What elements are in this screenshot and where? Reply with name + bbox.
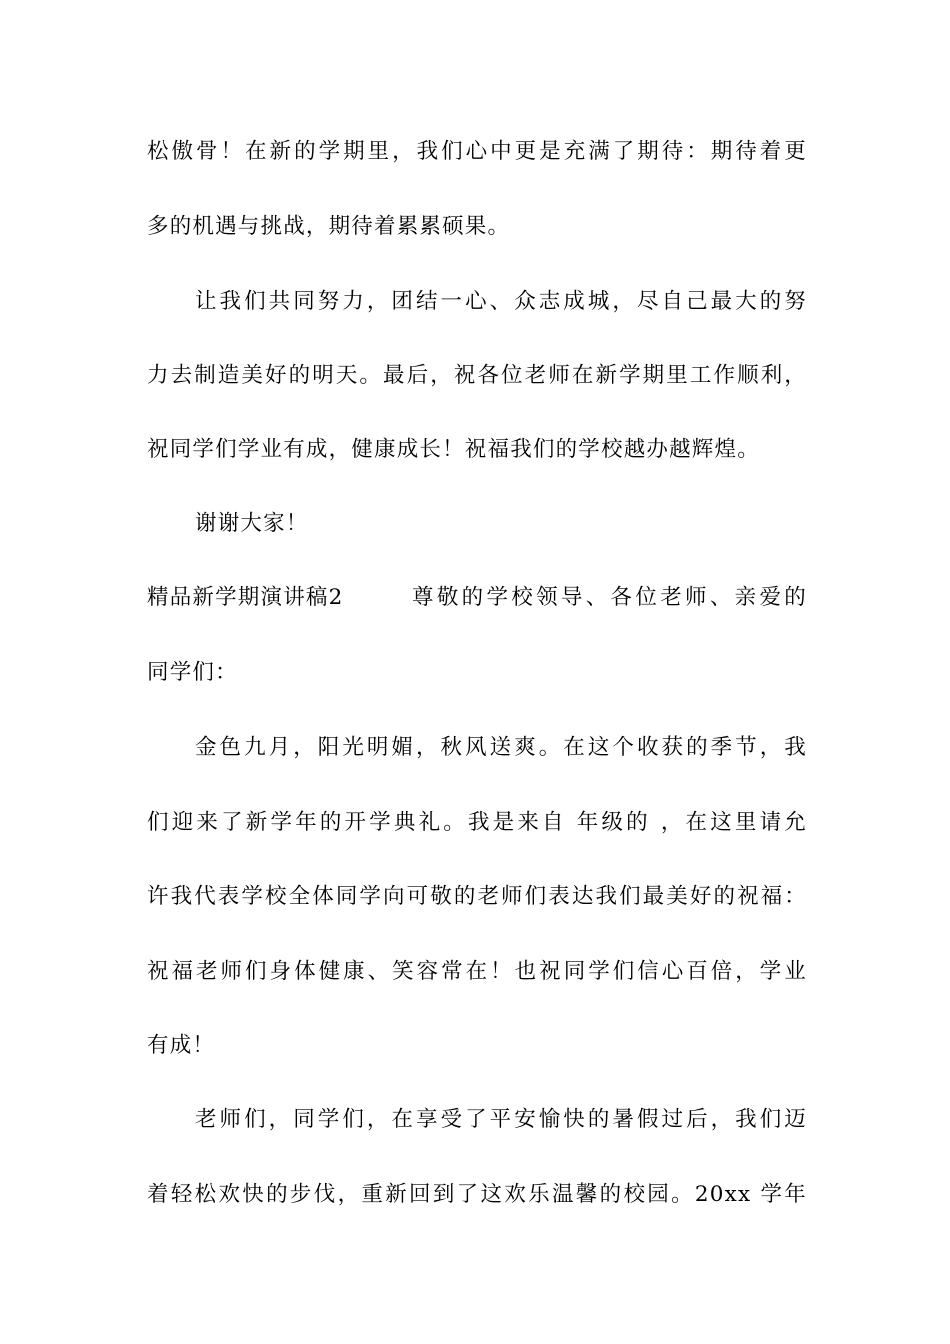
text-line-2: 多的机遇与挑战，期待着累累硕果。 bbox=[147, 214, 511, 239]
text-line-10: 许我代表学校全体同学向可敬的老师们表达我们最美好的祝福： bbox=[147, 884, 807, 909]
text-line-8: 金色九月，阳光明媚，秋风送爽。在这个收获的季节，我 bbox=[195, 735, 807, 760]
section-heading-rest: 尊敬的学校领导、各位老师、亲爱的 bbox=[412, 585, 807, 610]
text-line-14: 着轻松欢快的步伐，重新回到了这欢乐温馨的校园。20xx 学年 bbox=[147, 1182, 807, 1207]
text-line-11: 祝福老师们身体健康、笑容常在！也祝同学们信心百倍，学业 bbox=[147, 959, 807, 984]
text-line-13: 老师们，同学们，在享受了平安愉快的暑假过后，我们迈 bbox=[195, 1107, 807, 1132]
text-line-7: 同学们： bbox=[147, 660, 238, 685]
section-heading-title: 精品新学期演讲稿2 bbox=[147, 585, 344, 610]
text-line-5: 祝同学们学业有成，健康成长！祝福我们的学校越办越辉煌。 bbox=[147, 437, 760, 462]
text-line-4: 力去制造美好的明天。最后，祝各位老师在新学期里工作顺利， bbox=[147, 363, 807, 388]
text-line-3: 让我们共同努力，团结一心、众志成城，尽自己最大的努 bbox=[195, 289, 807, 314]
text-line-6: 谢谢大家！ bbox=[195, 511, 309, 536]
text-line-1: 松傲骨！在新的学期里，我们心中更是充满了期待：期待着更 bbox=[147, 139, 807, 164]
section-heading-line bbox=[147, 583, 807, 613]
text-line-12: 有成！ bbox=[147, 1033, 216, 1058]
text-line-9: 们迎来了新学年的开学典礼。我是来自 年级的 ，在这里请允 bbox=[147, 810, 807, 835]
